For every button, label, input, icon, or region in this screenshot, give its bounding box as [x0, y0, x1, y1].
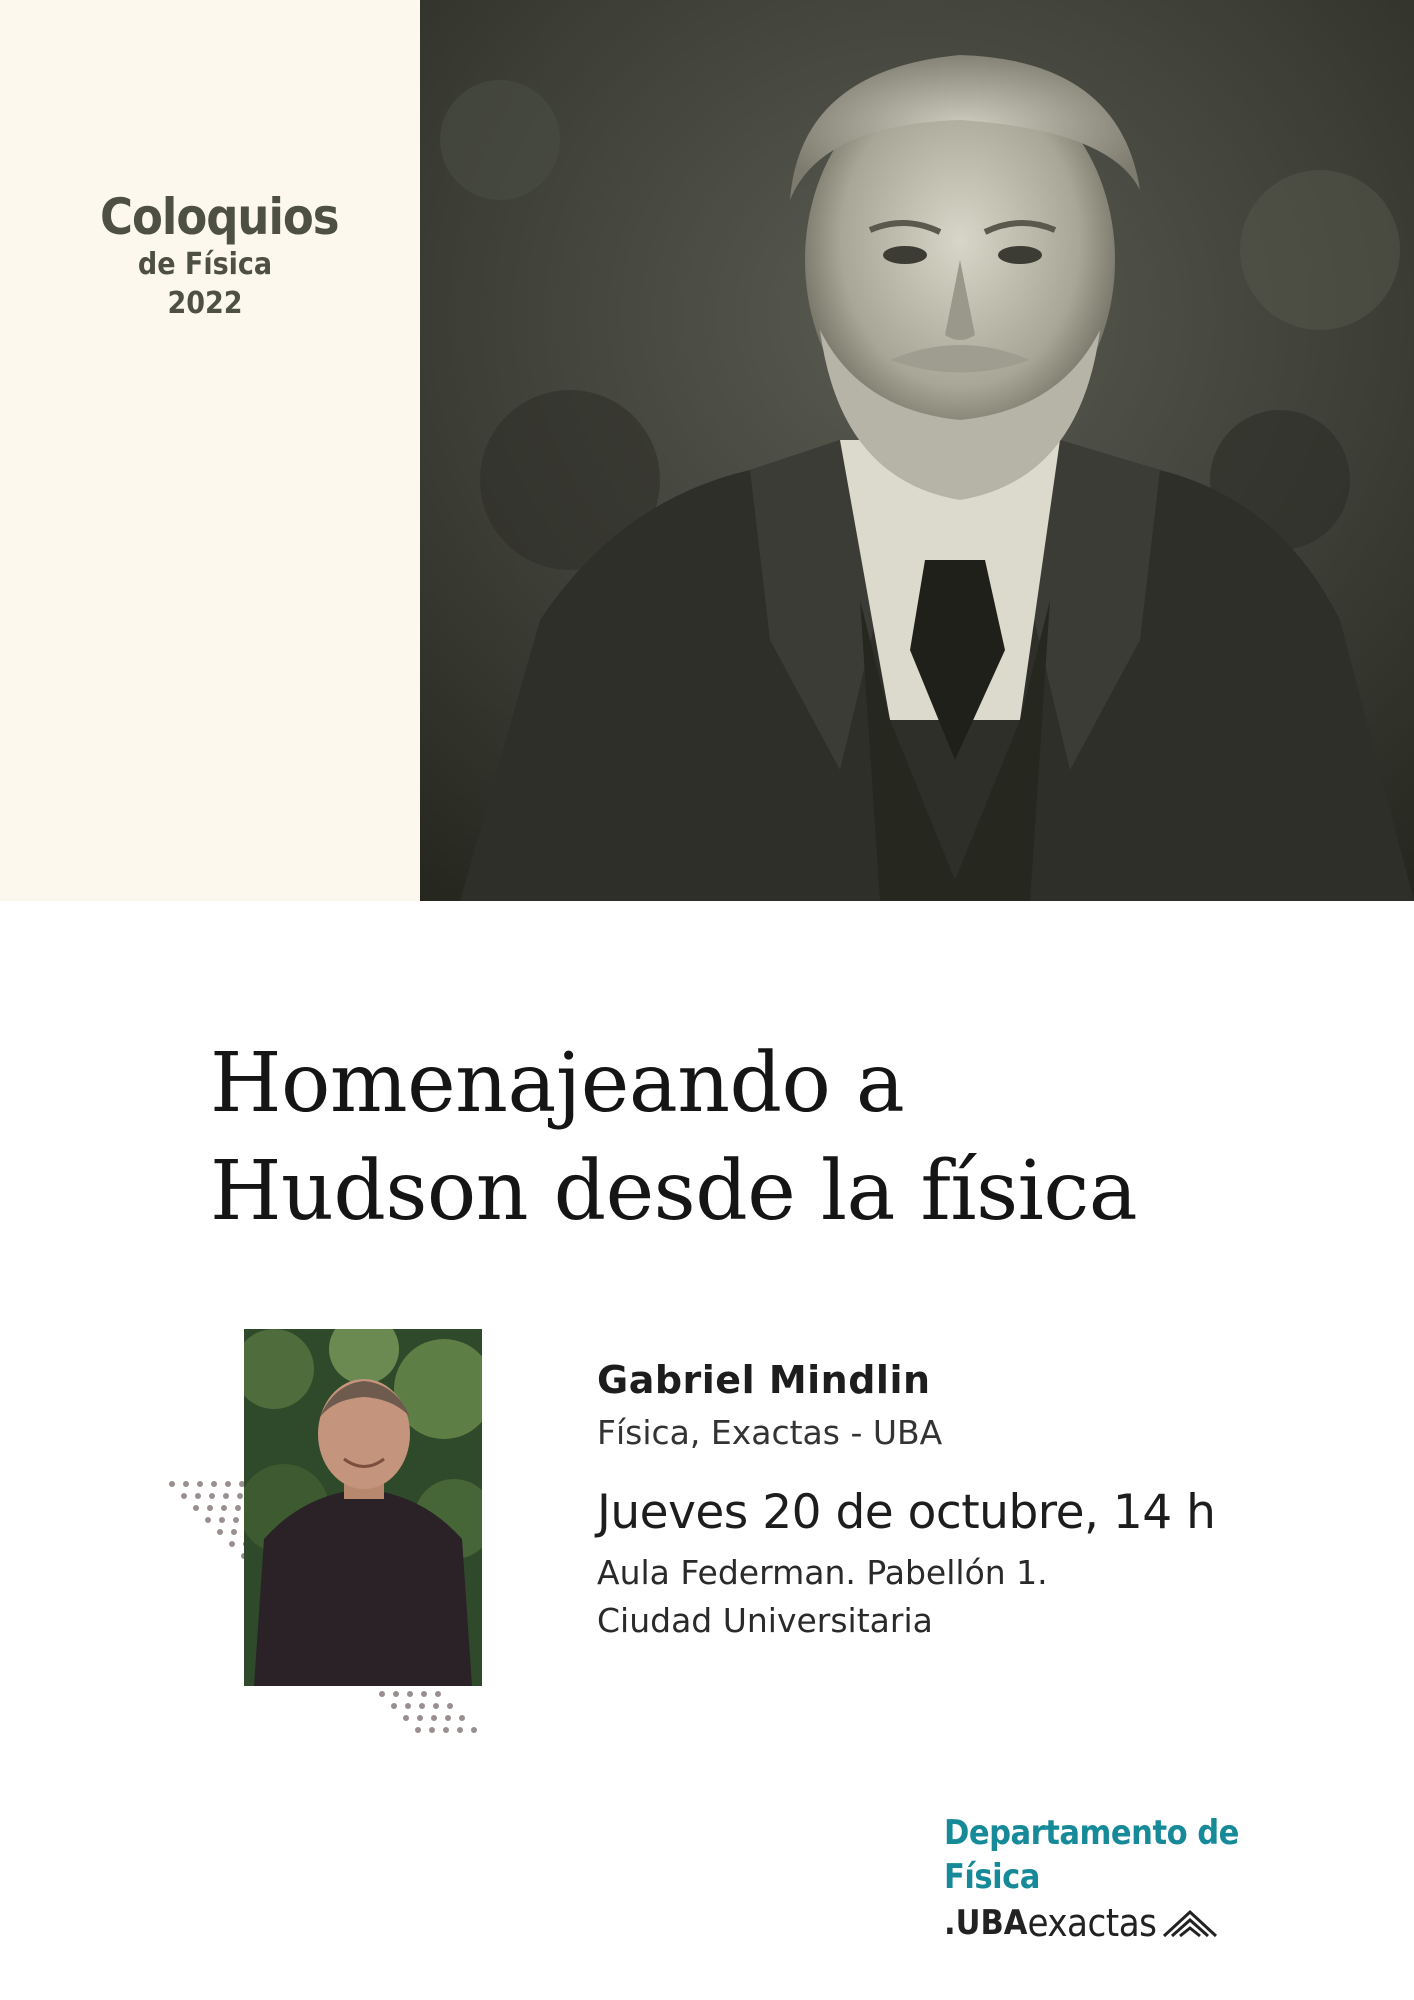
- series-title-line2: de Física 2022: [137, 247, 273, 321]
- exactas-logo-icon: [1162, 1908, 1218, 1938]
- event-place: [597, 1549, 1215, 1645]
- event-title-line1: Homenajeando a: [210, 1036, 905, 1131]
- event-place-line2: Ciudad Universitaria: [597, 1601, 933, 1640]
- exactas-wordmark: exactas: [1027, 1901, 1157, 1945]
- speaker-affiliation: Física, Exactas - UBA: [597, 1413, 943, 1452]
- uba-exactas-logo: [944, 1901, 1344, 1945]
- historical-portrait-photo: [420, 0, 1414, 901]
- department-logo: [944, 1811, 1344, 1945]
- event-date: Jueves 20 de octubre, 14 h: [597, 1485, 1216, 1540]
- event-title: [210, 1030, 1310, 1246]
- series-title-line1: Coloquios: [100, 188, 339, 246]
- department-name: Departamento de Física: [944, 1813, 1239, 1897]
- speaker-photo: [244, 1329, 482, 1686]
- event-place-line1: Aula Federman. Pabellón 1.: [597, 1553, 1048, 1592]
- series-title: [100, 188, 339, 323]
- series-panel: [0, 0, 420, 901]
- speaker-info: [597, 1355, 1215, 1645]
- event-title-line2: Hudson desde la física: [210, 1144, 1138, 1239]
- uba-wordmark: .UBA: [944, 1903, 1028, 1943]
- speaker-name: Gabriel Mindlin: [597, 1358, 931, 1402]
